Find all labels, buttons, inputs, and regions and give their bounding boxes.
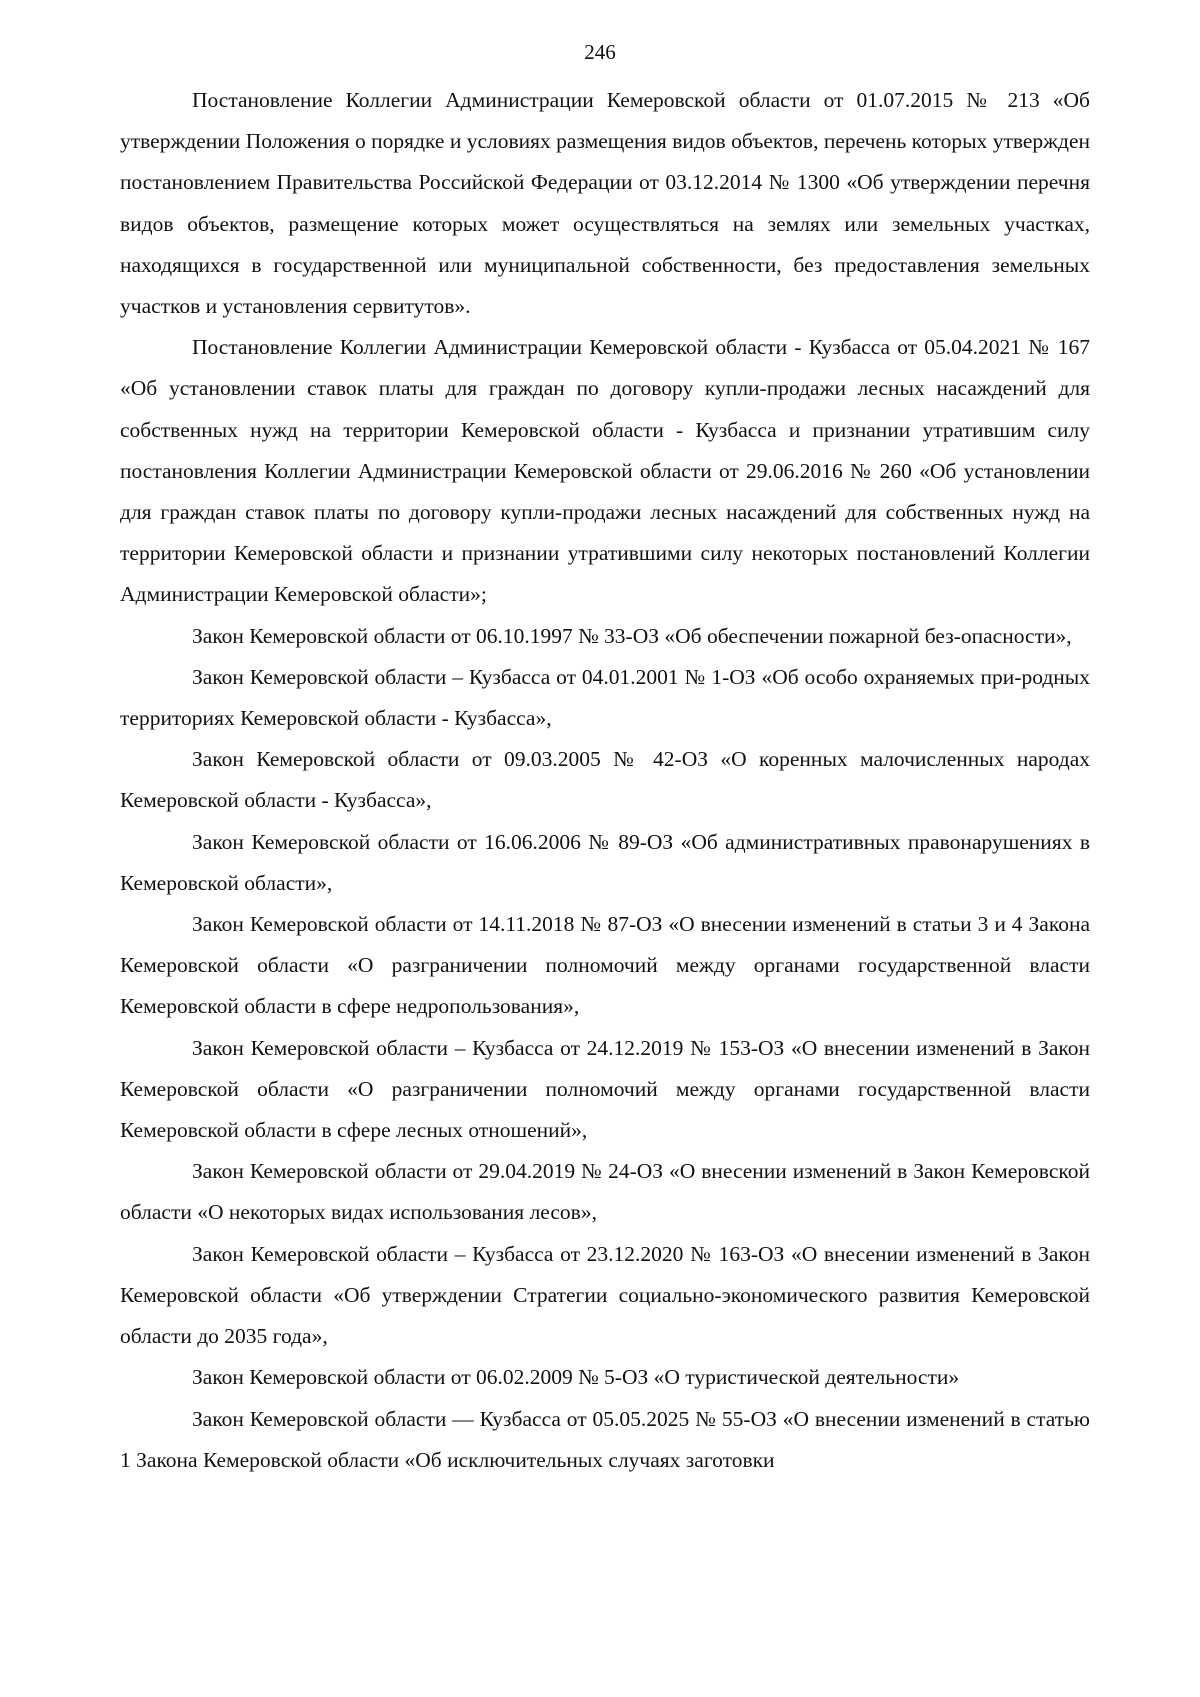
paragraph-law-2009-5: Закон Кемеровской области от 06.02.2009 № 5-ОЗ «О туристической деятельности» [192,1365,960,1390]
paragraph-law-1997-33: Закон Кемеровской области от 06.10.1997 № 33-ОЗ «Об обеспечении пожарной без-опасности», [192,623,1072,648]
paragraph-law-2019-153: Закон Кемеровской области – Кузбасса от 24.12.2019 № 153-ОЗ «О внесении изменений в Закон Кемеровской области «О разграничении полномочий между органами государственной власти Кемеровской области в сфере лесных отношений», [120,1035,1090,1143]
document-body [120,80,1090,1481]
paragraph-law-2020-163: Закон Кемеровской области – Кузбасса от 23.12.2020 № 163-ОЗ «О внесении изменений в Закон Кемеровской области «Об утверждении Стратегии социально-экономического развития Кемеровской области до 2035 года», [120,1241,1090,1349]
page-number: 246 [584,40,616,64]
paragraph-law-2001-1: Закон Кемеровской области – Кузбасса от 04.01.2001 № 1-ОЗ «Об особо охраняемых при-родных территориях Кемеровской области - Кузбасса», [120,664,1090,731]
paragraph-law-2005-42: Закон Кемеровской области от 09.03.2005 № 42-ОЗ «О коренных малочисленных народах Кемеровской области - Кузбасса», [120,747,1090,813]
paragraph-law-2025-55: Закон Кемеровской области — Кузбасса от 05.05.2025 № 55-ОЗ «О внесении изменений в статью 1 Закона Кемеровской области «Об исключительных случаях заготовки [120,1406,1090,1472]
paragraph-resolution-2015-213: Постановление Коллегии Администрации Кемеровской области от 01.07.2015 № 213 «Об утверждении Положения о порядке и условиях размещения видов объектов, перечень которых утвержден постановлением Правительства Российской Федерации от 03.12.2014 № 1300 «Об утверждении перечня видов объектов, размещение которых может осуществляться на землях или земельных участках, находящихся в государственной или муниципальной собственности, без предоставления земельных участков и установления сервитутов». [120,88,1090,319]
paragraph-law-2006-89: Закон Кемеровской области от 16.06.2006 № 89-ОЗ «Об административных правонарушениях в Кемеровской области», [120,829,1090,895]
paragraph-resolution-2021-167: Постановление Коллегии Администрации Кемеровской области - Кузбасса от 05.04.2021 № 167 «Об установлении ставок платы для граждан по договору купли-продажи лесных насаждений для собственных нужд на территории Кемеровской области - Кузбасса и признании утратившим силу постановления Коллегии Администрации Кемеровской области от 29.06.2016 № 260 «Об установлении для граждан ставок платы по договору купли-продажи лесных насаждений для собственных нужд на территории Кемеровской области и признании утратившими силу некоторых постановлений Коллегии Администрации Кемеровской области»; [120,335,1090,607]
paragraph-law-2019-24: Закон Кемеровской области от 29.04.2019 № 24-ОЗ «О внесении изменений в Закон Кемеровской области «О некоторых видах использования лесов», [120,1159,1090,1225]
paragraph-law-2018-87: Закон Кемеровской области от 14.11.2018 № 87-ОЗ «О внесении изменений в статьи 3 и 4 Закона Кемеровской области «О разграничении полномочий между органами государственной власти Кемеровской области в сфере недропользования», [120,912,1090,1019]
